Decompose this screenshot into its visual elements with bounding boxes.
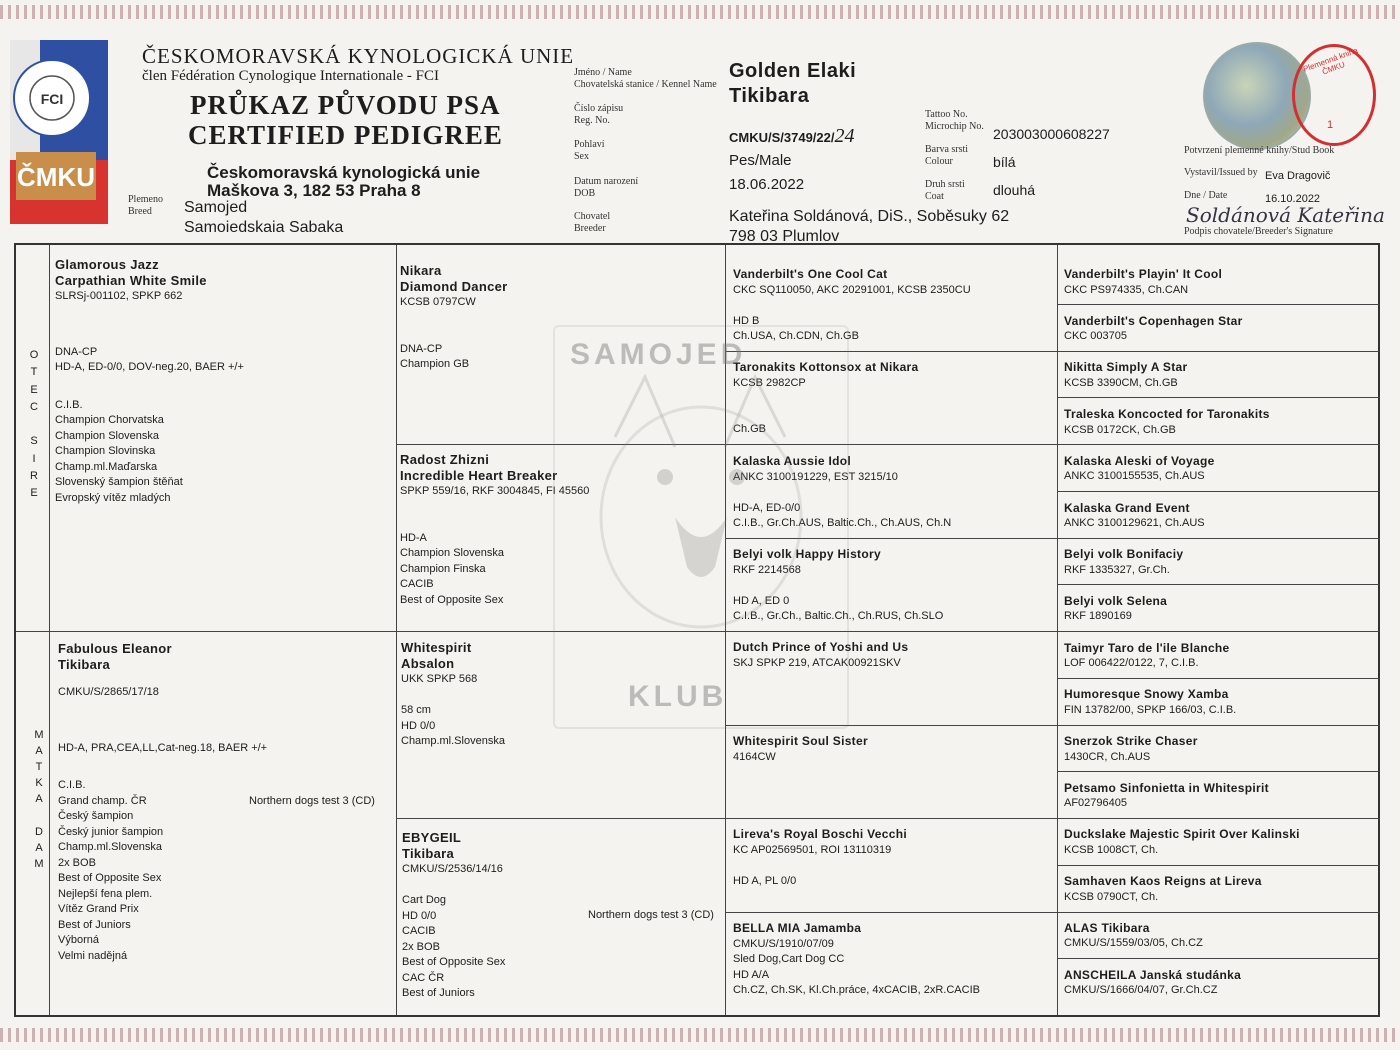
title-line: C.I.B. xyxy=(55,398,83,411)
grandparent-name: Radost Zhizni xyxy=(400,452,490,467)
gg-grandparent-reg: KCSB 3390CM, Ch.GB xyxy=(1064,376,1178,389)
sire-titles xyxy=(55,398,390,507)
grandparent-line: KCSB 0797CW xyxy=(400,296,476,308)
cmku-logo-text: ČMKU xyxy=(17,162,95,192)
grandparent-line xyxy=(402,878,722,894)
side-letter: A xyxy=(35,793,43,806)
title-line: Vítěz Grand Prix xyxy=(58,903,139,915)
stamp-text: Plemenná kniha ČMKU xyxy=(1301,45,1359,77)
gg-grandparent-cell xyxy=(1064,781,1376,812)
breeder-line1: Kateřina Soldánová, DiS., Soběsuky 62 xyxy=(729,208,1010,225)
grandparent-test: Northern dogs test 3 (CD) xyxy=(588,909,714,921)
gg-grandparent-reg: KCSB 1008CT, Ch. xyxy=(1064,843,1159,856)
breeder-signature: Soldánová Kateřina xyxy=(1186,203,1385,227)
fci-cmku-logo xyxy=(10,40,108,224)
breeder-label-en: Breeder xyxy=(574,223,606,234)
watermark-top-text: SAMOJED xyxy=(570,338,747,371)
gg-grandparent-reg: RKF 1335327, Gr.Ch. xyxy=(1064,563,1170,576)
side-letter: A xyxy=(35,745,43,758)
issued-label: Vystavil/Issued by xyxy=(1184,167,1258,178)
side-letter xyxy=(28,416,40,433)
title-line: C.I.B. xyxy=(58,779,86,791)
issued-by: Eva Dragovič xyxy=(1265,170,1331,182)
grandparent-line: CACIB xyxy=(400,578,434,590)
doc-title-en: CERTIFIED PEDIGREE xyxy=(188,120,503,150)
great-grandparent-cell xyxy=(733,921,1053,999)
gg-grandparent-cell xyxy=(1064,687,1376,718)
gg-grandparent-cell xyxy=(1064,501,1376,532)
gg-grandparent-reg: KCSB 0172CK, Ch.GB xyxy=(1064,423,1176,436)
side-letter: R xyxy=(30,470,38,483)
dob-label-en: DOB xyxy=(574,188,596,199)
grandparent-line: CACIB xyxy=(402,925,436,937)
gg-grandparent-name: Kalaska Grand Event xyxy=(1064,500,1190,515)
side-letter: M xyxy=(34,857,44,870)
gg-grandparent-reg: ANKC 3100155535, Ch.AUS xyxy=(1064,470,1205,483)
title-line: Český junior šampion xyxy=(58,825,164,838)
gg-grandparent-name: Duckslake Majestic Spirit Over Kalinski xyxy=(1064,827,1300,842)
gg-grandparent-reg: 1430CR, Ch.AUS xyxy=(1064,750,1151,763)
side-letter: I xyxy=(32,452,36,465)
great-grandparent-line: HD A, ED 0 xyxy=(733,594,790,607)
great-grandparent-line: Ch.CZ, Ch.SK, Kl.Ch.práce, 4xCACIB, 2xR.CACIB xyxy=(733,984,980,996)
title-line: Champion Chorvatska xyxy=(55,414,164,426)
breed-label-cz: Plemeno xyxy=(128,194,163,205)
issue-date: 16.10.2022 xyxy=(1265,193,1321,205)
colour-label-cz: Barva srsti xyxy=(925,144,969,155)
gg-grandparent-cell xyxy=(1064,921,1376,952)
grandparent-line: Champ.ml.Slovenska xyxy=(401,735,505,747)
gg-grandparent-name: ANSCHEILA Janská studánka xyxy=(1064,967,1242,982)
great-grandparent-line: RKF 2214568 xyxy=(733,563,801,576)
watermark-bottom-text: KLUB xyxy=(628,680,728,713)
gg-grandparent-cell xyxy=(1064,314,1376,345)
grandparent-line: HD 0/0 xyxy=(402,909,437,922)
great-grandparent-name: BELLA MIA Jamamba xyxy=(733,921,862,935)
studbook-confirmation: Potvrzení plemenné knihy/Stud Book xyxy=(1184,145,1335,156)
side-letter: S xyxy=(30,435,38,448)
gg-grandparent-cell xyxy=(1064,641,1376,672)
name-label-cz: Jméno / Name xyxy=(574,67,632,78)
gg-grandparent-cell xyxy=(1064,734,1376,765)
dam-name: Fabulous Eleanor xyxy=(58,641,172,656)
sire-kennel: Carpathian White Smile xyxy=(55,273,207,288)
breeder-label-cz: Chovatel xyxy=(574,211,611,222)
great-grandparent-line: ANKC 3100191229, EST 3215/10 xyxy=(733,470,898,483)
gg-grandparent-reg: KCSB 0790CT, Ch. xyxy=(1064,890,1159,903)
doc-title-cz: PRŮKAZ PŮVODU PSA xyxy=(190,90,501,120)
great-grandparent-line: KC AP02569501, ROI 13110319 xyxy=(733,843,892,856)
title-line: Champion Slovinska xyxy=(55,445,156,457)
gg-grandparent-reg: LOF 006422/0122, 7, C.I.B. xyxy=(1064,657,1199,670)
great-grandparent-line: CKC SQ110050, AKC 20291001, KCSB 2350CU xyxy=(733,283,971,296)
grandparent-kennel: Absalon xyxy=(401,656,455,671)
gg-grandparent-cell xyxy=(1064,267,1376,298)
decorative-border-top xyxy=(0,5,1400,19)
title-line: 2x BOB xyxy=(58,856,96,869)
title-line: Champ.ml.Maďarska xyxy=(55,460,158,473)
gg-grandparent-name: Belyi volk Selena xyxy=(1064,593,1168,608)
great-grandparent-name: Taronakits Kottonsox at Nikara xyxy=(733,360,919,374)
dob-value: 18.06.2022 xyxy=(729,176,805,193)
microchip-label: Microchip No. xyxy=(925,121,984,132)
colour-label-en: Colour xyxy=(925,156,953,167)
title-line: Best of Opposite Sex xyxy=(58,872,162,884)
great-grandparent-line: Ch.USA, Ch.CDN, Ch.GB xyxy=(733,330,859,342)
sex-label-en: Sex xyxy=(574,151,589,162)
gg-grandparent-reg: CKC 003705 xyxy=(1064,330,1127,343)
dam-kennel: Tikibara xyxy=(58,657,111,672)
grandparent-line: HD-A xyxy=(400,531,427,544)
coat-label-en: Coat xyxy=(925,191,944,202)
great-grandparent-line: C.I.B., Gr.Ch., Baltic.Ch., Ch.RUS, Ch.SLO xyxy=(733,610,944,622)
breed-label-en: Breed xyxy=(128,206,152,217)
grandparent-cell xyxy=(402,830,722,1002)
grandparent-line: HD 0/0 xyxy=(401,719,436,732)
great-grandparent-line: KCSB 2982CP xyxy=(733,376,806,389)
great-grandparent-name: Lireva's Royal Boschi Vecchi xyxy=(733,827,907,841)
side-letter: D xyxy=(35,825,43,838)
title-line: Champ.ml.Slovenska xyxy=(58,841,162,853)
studbook-stamp xyxy=(1292,44,1376,146)
gg-grandparent-name: Vanderbilt's Copenhagen Star xyxy=(1064,313,1243,328)
great-grandparent-name: Whitespirit Soul Sister xyxy=(733,734,868,748)
reg-label-en: Reg. No. xyxy=(574,115,610,126)
title-line: Evropský vítěz mladých xyxy=(55,491,171,504)
side-letter: K xyxy=(35,777,43,790)
side-letter: O xyxy=(29,349,39,361)
grandparent-line: CMKU/S/2536/14/16 xyxy=(402,863,503,875)
date-label: Dne / Date xyxy=(1184,190,1228,201)
gg-grandparent-name: Snerzok Strike Chaser xyxy=(1064,734,1198,748)
gg-grandparent-cell xyxy=(1064,547,1376,578)
side-letter: T xyxy=(35,761,43,774)
title-line: Nejlepší fena plem. xyxy=(58,887,153,900)
side-letter: M xyxy=(34,729,44,741)
dam-side-label xyxy=(33,727,45,872)
grandparent-name: Whitespirit xyxy=(401,640,472,655)
dam-test: Northern dogs test 3 (CD) xyxy=(249,795,375,807)
great-grandparent-line xyxy=(733,858,1053,874)
grandparent-line xyxy=(400,311,720,327)
breeder-line2: 798 03 Plumlov xyxy=(729,228,840,245)
gg-grandparent-reg: CMKU/S/1666/04/07, Gr.Ch.CZ xyxy=(1064,984,1218,996)
gg-grandparent-name: Humoresque Snowy Xamba xyxy=(1064,687,1229,702)
side-letter: A xyxy=(35,841,43,854)
coat-value: dlouhá xyxy=(993,182,1036,198)
grandparent-line: Champion Slovenska xyxy=(400,547,504,559)
decorative-border-bottom xyxy=(0,1028,1400,1042)
title-line: Výborná xyxy=(58,934,99,946)
title-line: Champion Slovenska xyxy=(55,429,159,442)
signature-label: Podpis chovatele/Breeder's Signature xyxy=(1184,226,1333,237)
reg-number-suffix: 24 xyxy=(834,125,855,147)
gg-grandparent-name: Samhaven Kaos Reigns at Lireva xyxy=(1064,874,1262,889)
grandparent-line: UKK SPKP 568 xyxy=(401,673,478,685)
great-grandparent-line: Ch.GB xyxy=(733,423,767,435)
coat-label-cz: Druh srsti xyxy=(925,179,965,190)
reg-number xyxy=(729,125,855,148)
side-letter: E xyxy=(30,383,38,396)
microchip-value: 203003000608227 xyxy=(993,126,1110,142)
great-grandparent-line: HD A/A xyxy=(733,968,770,981)
side-letter: T xyxy=(30,366,38,379)
grandparent-name: Nikara xyxy=(400,263,442,278)
gg-grandparent-name: Traleska Koncocted for Taronakits xyxy=(1064,407,1270,422)
grandparent-kennel: Incredible Heart Breaker xyxy=(400,468,558,483)
title-line: Český šampion xyxy=(58,810,134,822)
side-letter: E xyxy=(30,487,38,500)
gg-grandparent-cell xyxy=(1064,968,1376,999)
org-address-line1: Českomoravská kynologická unie xyxy=(207,163,481,182)
reg-number-main: CMKU/S/3749/22/ xyxy=(729,130,835,145)
title-line: Velmi nadějná xyxy=(58,949,128,962)
gg-grandparent-name: Belyi volk Bonifaciy xyxy=(1064,547,1184,562)
title-line: Slovenský šampion štěňat xyxy=(55,476,183,488)
gg-grandparent-reg: CMKU/S/1559/03/05, Ch.CZ xyxy=(1064,937,1203,950)
gg-grandparent-cell xyxy=(1064,407,1376,438)
name-label-en: Chovatelská stanice / Kennel Name xyxy=(574,79,717,90)
title-line: Grand champ. ČR xyxy=(58,794,147,807)
great-grandparent-name: Kalaska Aussie Idol xyxy=(733,454,851,468)
great-grandparent-name: Dutch Prince of Yoshi and Us xyxy=(733,640,909,654)
reg-label-cz: Číslo zápisu xyxy=(574,103,624,114)
grandparent-name: EBYGEIL xyxy=(402,830,462,845)
gg-grandparent-reg: RKF 1890169 xyxy=(1064,610,1132,623)
grandparent-line: Champion GB xyxy=(400,358,470,370)
gg-grandparent-name: Taimyr Taro de l'ile Blanche xyxy=(1064,640,1230,655)
great-grandparent-line xyxy=(733,298,1053,314)
gg-grandparent-reg: FIN 13782/00, SPKP 166/03, C.I.B. xyxy=(1064,703,1237,716)
sire-health-2: HD-A, ED-0/0, DOV-neg.20, BAER +/+ xyxy=(55,361,244,373)
gg-grandparent-cell xyxy=(1064,594,1376,625)
stamp-number: 1 xyxy=(1327,119,1334,131)
colour-value: bílá xyxy=(993,154,1016,170)
gg-grandparent-cell xyxy=(1064,874,1376,905)
dam-reg: CMKU/S/2865/17/18 xyxy=(58,686,159,698)
side-letter: C xyxy=(30,400,38,413)
grandparent-line: SPKP 559/16, RKF 3004845, FI 45560 xyxy=(400,485,590,497)
great-grandparent-line: Sled Dog,Cart Dog CC xyxy=(733,953,845,965)
sire-cell xyxy=(55,257,390,506)
dam-cell xyxy=(58,641,390,964)
gg-grandparent-name: ALAS Tikibara xyxy=(1064,920,1150,935)
dob-label-cz: Datum narození xyxy=(574,176,639,187)
gg-grandparent-reg: AF02796405 xyxy=(1064,797,1127,810)
grandparent-kennel: Tikibara xyxy=(402,846,455,861)
great-grandparent-line: HD B xyxy=(733,314,760,327)
gg-grandparent-name: Vanderbilt's Playin' It Cool xyxy=(1064,267,1223,281)
sire-name: Glamorous Jazz xyxy=(55,257,159,272)
samojed-klub-watermark xyxy=(553,325,849,729)
grandparent-line: 2x BOB xyxy=(402,940,440,953)
dam-health: HD-A, PRA,CEA,LL,Cat-neg.18, BAER +/+ xyxy=(58,741,268,754)
sex-value: Pes/Male xyxy=(729,152,792,169)
grandparent-line: Cart Dog xyxy=(402,894,447,906)
title-line: Best of Juniors xyxy=(58,918,131,931)
sire-side-label xyxy=(28,347,40,503)
gg-grandparent-name: Kalaska Aleski of Voyage xyxy=(1064,453,1215,468)
grandparent-line: Best of Opposite Sex xyxy=(402,956,506,968)
grandparent-line: Best of Juniors xyxy=(402,987,475,999)
sex-label-cz: Pohlaví xyxy=(574,139,605,150)
sire-health-1: DNA-CP xyxy=(55,345,98,358)
breed-value-2: Samoiedskaia Sabaka xyxy=(184,219,344,236)
org-name: ČESKOMORAVSKÁ KYNOLOGICKÁ UNIE xyxy=(142,44,575,68)
gg-grandparent-cell xyxy=(1064,360,1376,391)
great-grandparent-line: SKJ SPKP 219, ATCAK00921SKV xyxy=(733,656,901,669)
dog-name-2: Tikibara xyxy=(729,85,810,107)
fci-logo-text: FCI xyxy=(40,91,64,107)
great-grandparent-cell xyxy=(733,734,1053,765)
grandparent-kennel: Diamond Dancer xyxy=(400,279,508,294)
org-address-line2: Maškova 3, 182 53 Praha 8 xyxy=(207,181,421,200)
tattoo-label: Tattoo No. xyxy=(925,109,968,120)
grandparent-line: DNA-CP xyxy=(400,342,443,355)
fci-member: člen Fédération Cynologique Internationale - FCI xyxy=(142,68,440,84)
breed-value-1: Samojed xyxy=(184,199,248,216)
gg-grandparent-cell xyxy=(1064,827,1376,858)
samoyed-head-icon xyxy=(555,327,847,727)
dog-name-1: Golden Elaki xyxy=(729,60,857,82)
great-grandparent-line: HD-A, ED-0/0 xyxy=(733,501,801,514)
great-grandparent-line: HD A, PL 0/0 xyxy=(733,874,797,887)
grandparent-line: Champion Finska xyxy=(400,562,486,575)
great-grandparent-line: CMKU/S/1910/07/09 xyxy=(733,937,834,950)
gg-grandparent-name: Petsamo Sinfonietta in Whitespirit xyxy=(1064,780,1269,795)
grandparent-line: Best of Opposite Sex xyxy=(400,593,504,606)
great-grandparent-name: Vanderbilt's One Cool Cat xyxy=(733,267,888,281)
grandparent-line: CAC ČR xyxy=(402,971,445,984)
great-grandparent-cell xyxy=(733,827,1053,889)
grandparent-line: 58 cm xyxy=(401,704,431,716)
gg-grandparent-cell xyxy=(1064,454,1376,485)
great-grandparent-line: C.I.B., Gr.Ch.AUS, Baltic.Ch., Ch.AUS, Ch.N xyxy=(733,517,952,529)
gg-grandparent-reg: ANKC 3100129621, Ch.AUS xyxy=(1064,517,1205,529)
gg-grandparent-name: Nikitta Simply A Star xyxy=(1064,360,1188,375)
great-grandparent-line: 4164CW xyxy=(733,750,776,763)
side-letter xyxy=(33,807,45,823)
gg-grandparent-reg: CKC PS974335, Ch.CAN xyxy=(1064,283,1189,296)
great-grandparent-name: Belyi volk Happy History xyxy=(733,547,881,561)
sire-reg: SLRSj-001102, SPKP 662 xyxy=(55,290,183,302)
